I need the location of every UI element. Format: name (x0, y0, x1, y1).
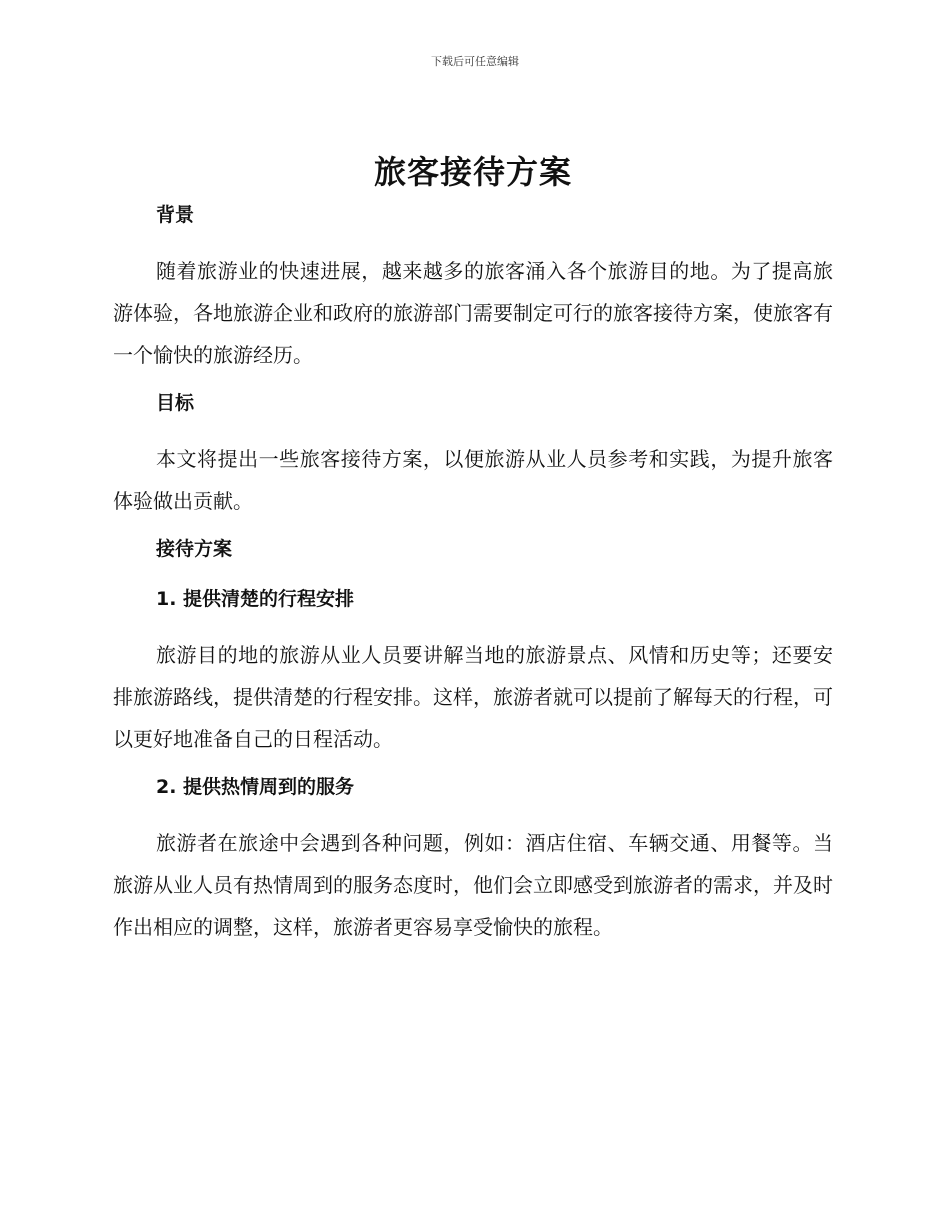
subheading-itinerary: 1. 提供清楚的行程安排 (156, 588, 355, 610)
section-heading-background: 背景 (156, 204, 195, 226)
section-heading-goal: 目标 (156, 392, 195, 414)
paragraph-itinerary: 旅游目的地的旅游从业人员要讲解当地的旅游景点、风情和历史等；还要安排旅游路线，提供清楚的行程安排。这样，旅游者就可以提前了解每天的行程，可以更好地准备自己的日程活动。 (113, 643, 833, 751)
section-heading-plan: 接待方案 (156, 538, 233, 560)
paragraph-service: 旅游者在旅途中会遇到各种问题，例如：酒店住宿、车辆交通、用餐等。当旅游从业人员有热情周到的服务态度时，他们会立即感受到旅游者的需求，并及时作出相应的调整，这样，旅游者更容易享受愉快的旅程。 (113, 831, 833, 939)
paragraph-goal: 本文将提出一些旅客接待方案，以便旅游从业人员参考和实践，为提升旅客体验做出贡献。 (113, 447, 833, 513)
document-title: 旅客接待方案 (373, 153, 572, 191)
paragraph-background: 随着旅游业的快速进展，越来越多的旅客涌入各个旅游目的地。为了提高旅游体验，各地旅游企业和政府的旅游部门需要制定可行的旅客接待方案，使旅客有一个愉快的旅游经历。 (113, 259, 833, 367)
subheading-service: 2. 提供热情周到的服务 (156, 776, 355, 798)
document-body (113, 150, 833, 960)
page-header: 下载后可任意编辑 (431, 55, 519, 68)
